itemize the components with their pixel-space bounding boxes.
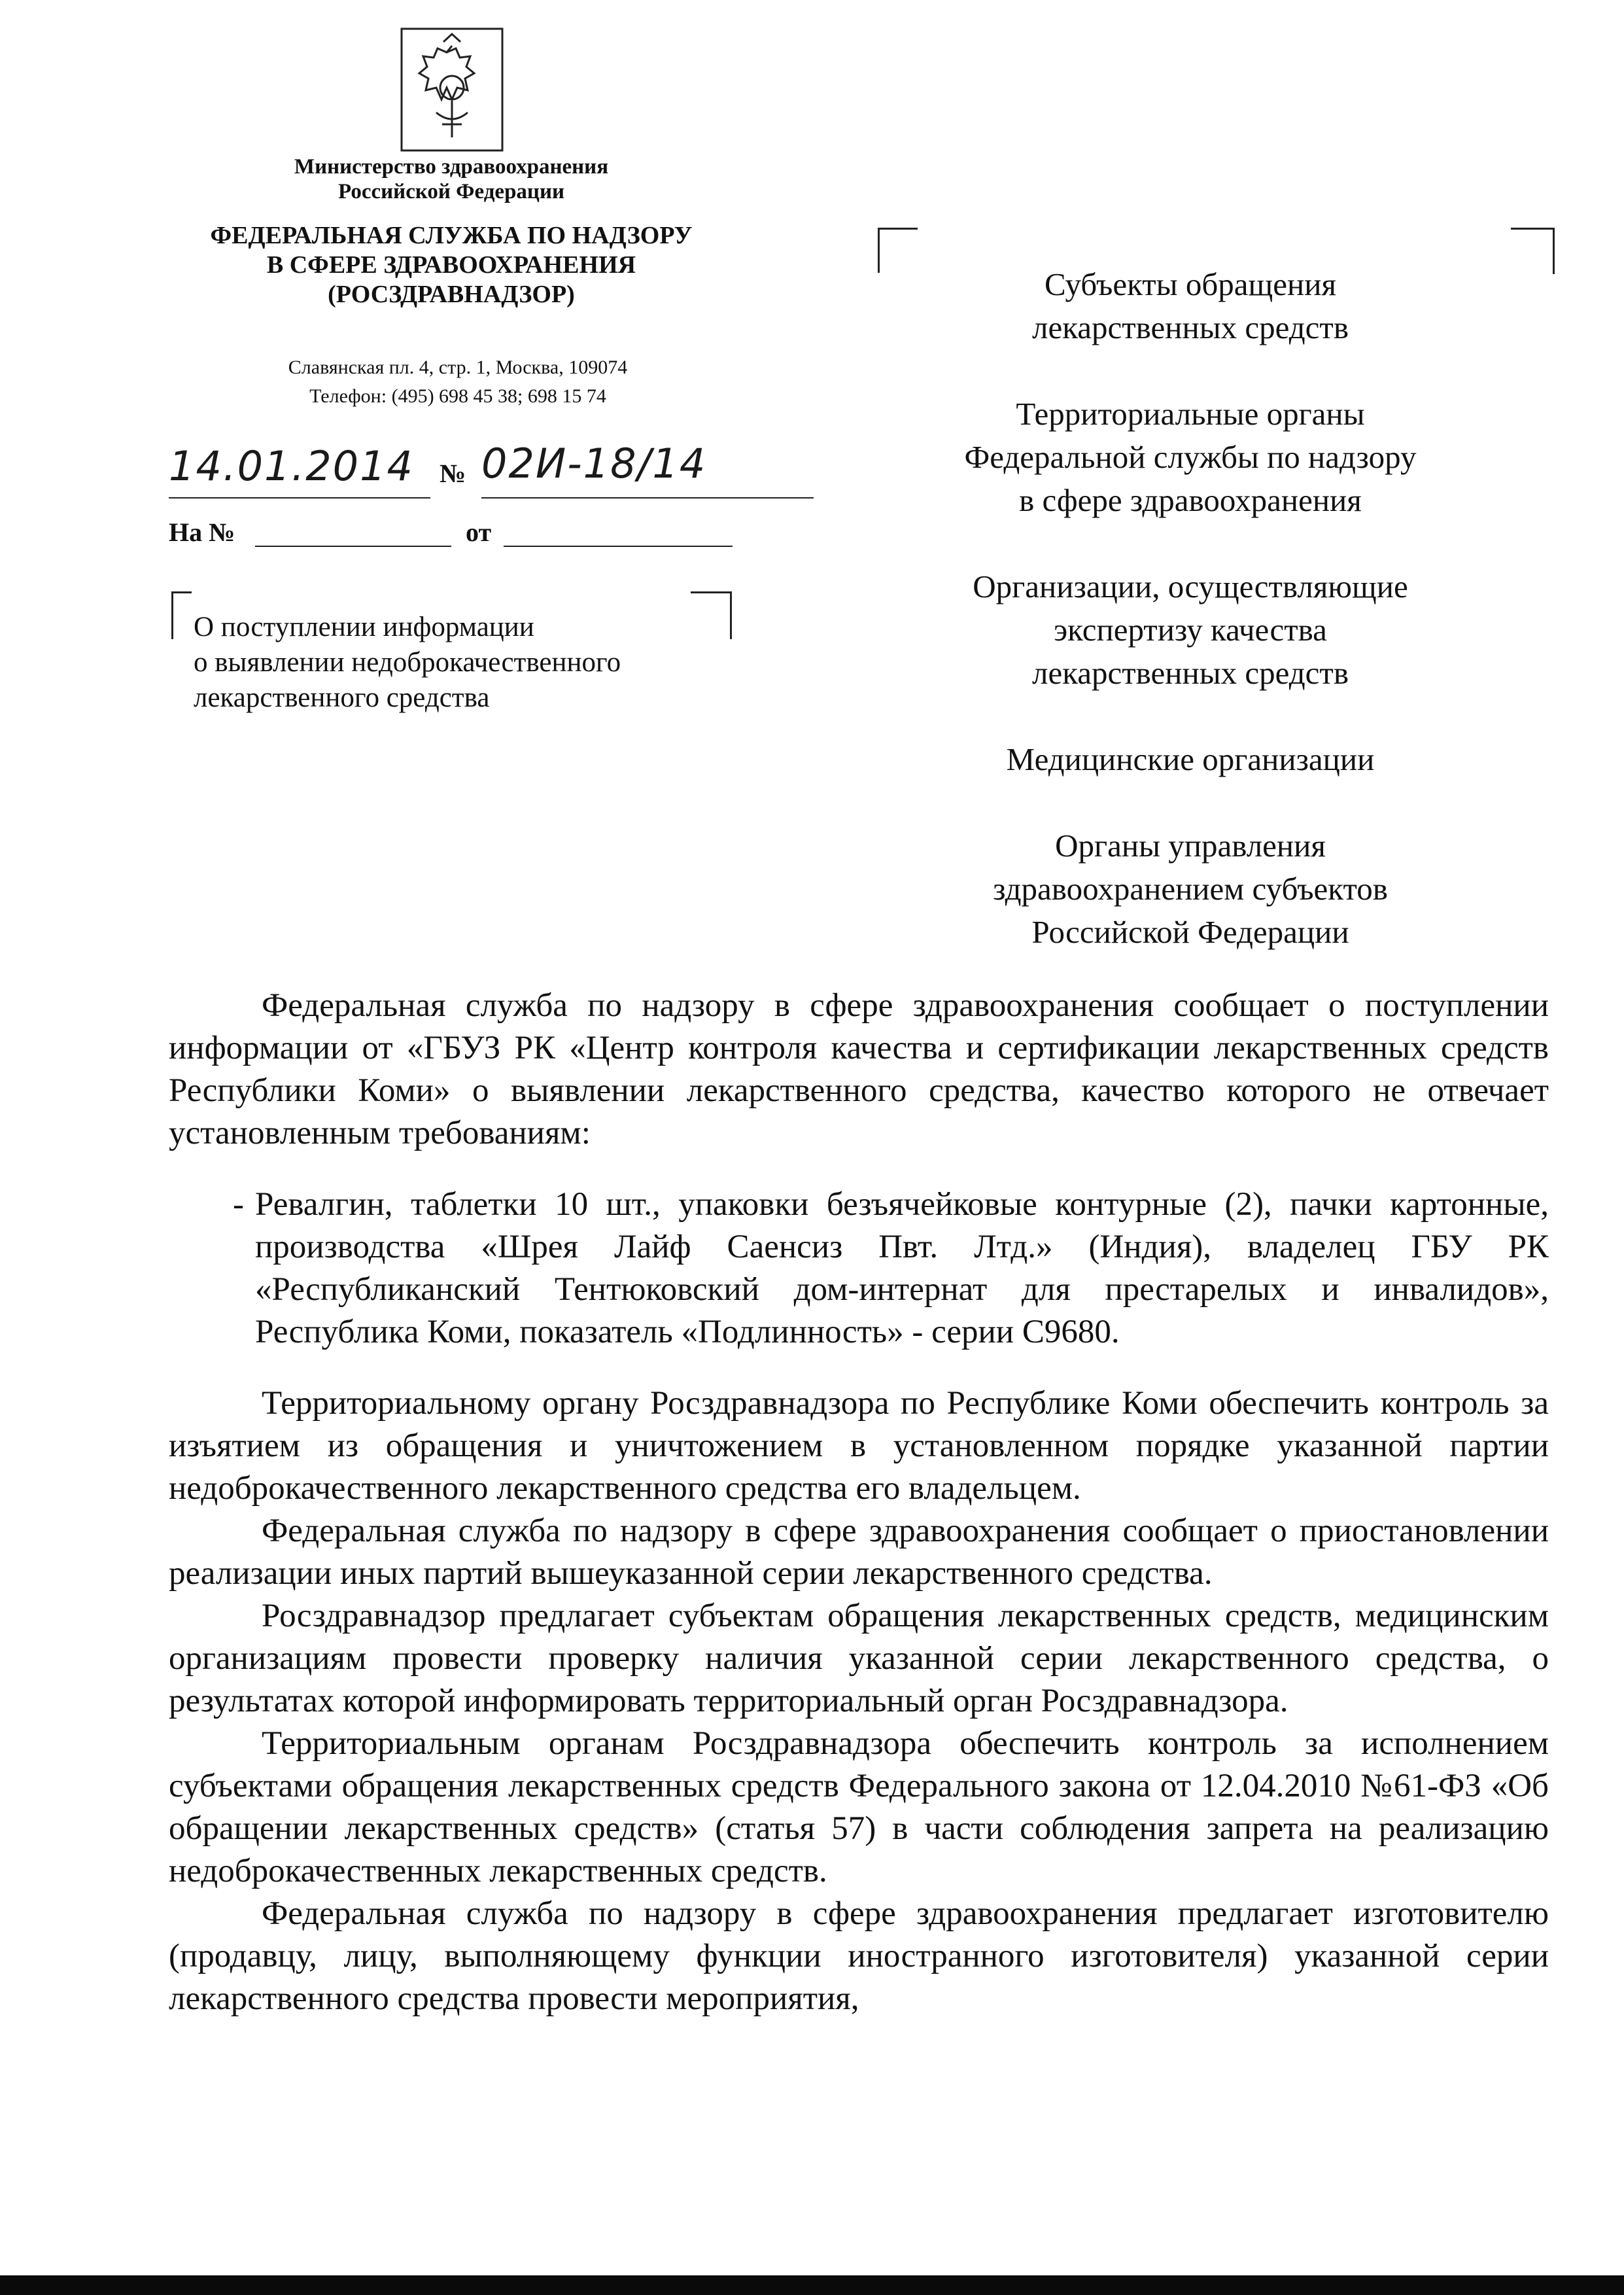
phone: Телефон: (495) 698 45 38; 698 15 74 [309,385,606,407]
recipient-line: лекарственных средств [1032,655,1349,691]
scan-bottom-edge [0,2275,1624,2295]
recipient-line: Территориальные органы [1016,396,1365,432]
ministry-line: Российской Федерации [338,180,564,203]
paragraph: Территориальным органам Росздравнадзора обеспечить контроль за исполнением субъектами обращения лекарственных средств Федерального закона от 12.04.2010 №61-ФЗ «Об обращении лекарственных средств» (статья 57) в части соблюдения запрета на реализацию недоброкачественных лекарственных средств. [169,1725,1549,1889]
recipient-line: Медицинские организации [1006,741,1375,777]
subject-line: О поступлении информации [194,612,534,642]
recipients [837,263,1544,954]
recipient-line: Организации, осуществляющие [973,569,1408,604]
subject [194,610,717,716]
service-line: В СФЕРЕ ЗДРАВООХРАНЕНИЯ [266,251,636,279]
recipient-line: Федеральной службы по надзору [964,439,1417,475]
paragraph: Федеральная служба по надзору в сфере здравоохранения сообщает о поступлении информации от «ГБУЗ РК «Центр контроля качества и сертификации лекарственных средств Республики Коми» о выявлении лекарственного средства, качество которого не отвечает установленным требованиям: [169,987,1549,1151]
recipient-line: Органы управления [1055,828,1326,864]
paragraph: Федеральная служба по надзору в сфере здравоохранения сообщает о приостановлении реализации иных партий вышеуказанной серии лекарственного средства. [169,1513,1549,1592]
recipient [837,393,1544,522]
recipient-line: лекарственных средств [1032,309,1349,345]
recipient [837,565,1544,695]
paragraph: Территориальному органу Росздравнадзора по Республике Коми обеспечить контроль за изъятием из обращения и уничтожением в установленном порядке указанной партии недоброкачественного лекарственного средства его владельцем. [169,1385,1549,1507]
paragraph: Федеральная служба по надзору в сфере здравоохранения предлагает изготовителю (продавцу, лицу, выполняющему функции иностранного изготовителя) указанной серии лекарственного средства провести мероприятия, [169,1895,1549,2017]
list-dash: - [233,1186,244,1223]
subject-line: лекарственного средства [194,682,490,713]
reference-number-blank [255,546,451,547]
registration-date: 14.01.2014 [169,442,430,499]
ministry-name [216,154,687,204]
service-line: (РОСЗДРАВНАДЗОР) [328,281,575,308]
recipient-line: здравоохранением субъектов [993,871,1388,907]
reference-date-blank [504,546,733,547]
coat-of-arms-emblem [400,27,504,152]
address: Славянская пл. 4, стр. 1, Москва, 109074 [288,357,628,378]
registration-number: 02И-18/14 [481,440,814,499]
recipient [837,738,1544,781]
subject-bracket-left [171,591,192,639]
drug-item [169,1183,1549,1354]
recipient [837,824,1544,954]
paragraph: Росздравнадзор предлагает субъектам обращения лекарственных средств, медицинским организациям провести проверку наличия указанной серии лекарственного средства, о результатах которой информировать территориальный орган Росздравнадзора. [169,1598,1549,1719]
reference-from-label: от [466,517,492,547]
number-label: № [440,459,466,488]
letter-body [169,985,1549,2020]
recipient [837,263,1544,349]
service-line: ФЕДЕРАЛЬНАЯ СЛУЖБА ПО НАДЗОРУ [210,222,693,249]
recipient-line: в сфере здравоохранения [1019,482,1362,518]
contact-block [170,353,746,411]
subject-line: о выявлении недоброкачественного [194,647,621,678]
recipient-line: экспертизу качества [1054,612,1327,648]
recipient-line: Российской Федерации [1031,914,1349,950]
recipient-line: Субъекты обращения [1044,266,1336,302]
reference-label: На № [169,517,235,547]
ministry-line: Министерство здравоохранения [294,155,609,179]
drug-item-text: Ревалгин, таблетки 10 шт., упаковки безъячейковые контурные (2), пачки картонные, производства «Шрея Лайф Саенсиз Пвт. Лтд.» (Индия), владелец ГБУ РК «Республиканский Тентюковский дом-интернат для престарелых и инвалидов», Республика Коми, показатель «Подлинность» - серии С9680. [255,1186,1549,1350]
service-name [137,221,765,309]
